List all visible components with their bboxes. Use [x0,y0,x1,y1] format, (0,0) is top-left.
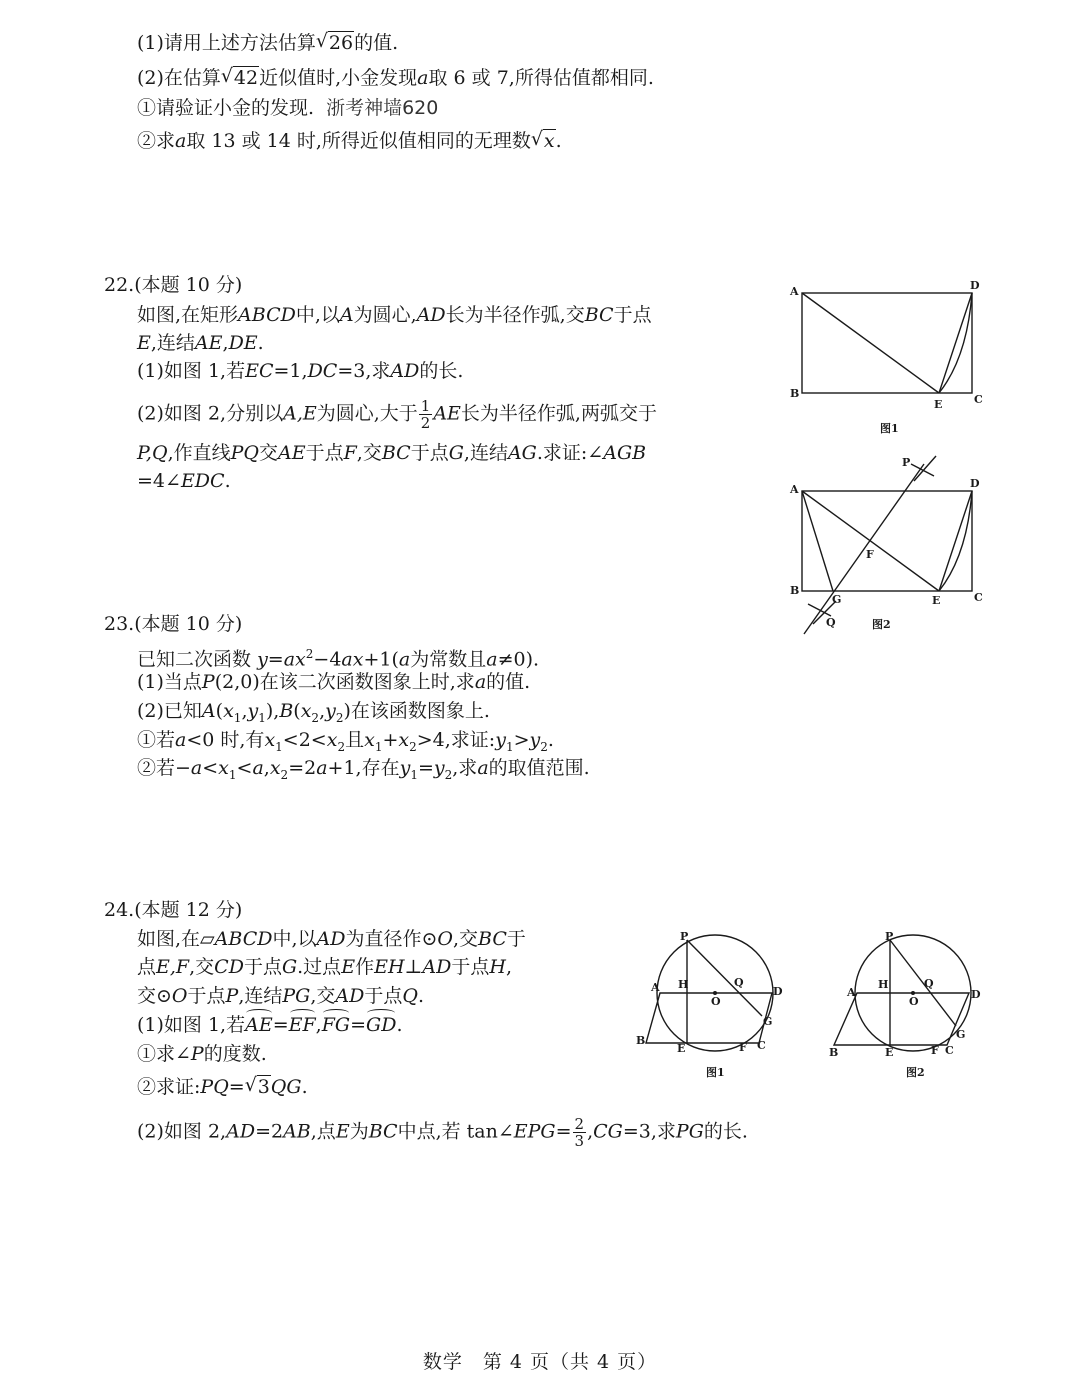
point-label-o: O [711,995,721,1008]
q23-part2: (2)已知$A(x_1,y_1),B(x_2,y_2)$在该函数图象上. [137,700,490,725]
point-label-d: D [970,279,980,292]
q22-line5: P,Q,作直线PQ交AE于点F,交BC于点G,连结AG.求证:∠AGB [137,442,647,464]
q22-part1: (1)如图 1,若EC=1,DC=3,求AD的长. [137,360,464,382]
point-label-c: C [974,591,983,604]
q24-header: 24.(本题 12 分) [104,899,243,921]
point-label-e: E [934,398,943,411]
q24-line1: 如图,在▱ABCD中,以AD为直径作⊙O,交BC于 [137,928,526,950]
point-label-p: P [680,930,689,943]
point-label-g: G [832,593,842,606]
figure2-caption: 图2 [906,1066,925,1079]
point-label-a: A [651,981,660,994]
point-label-h: H [678,978,689,991]
point-label-d: D [971,988,981,1001]
point-label-d: D [970,477,980,490]
point-label-a: A [790,285,799,298]
segment-pg [890,940,956,1026]
point-label-p: P [885,930,894,943]
fraction-two-thirds: $\frac{2}{3}$ [574,1115,585,1150]
rectangle-abcd [802,491,972,591]
point-label-e: E [677,1042,686,1055]
segment-pg [687,940,762,1016]
q24-figure1 [632,928,797,1083]
point-label-b: B [829,1046,839,1059]
point-label-d: D [773,985,783,998]
point-label-p: P [902,456,911,469]
q24-line3: 交⊙O于点P,连结PG,交AD于点Q. [137,985,424,1007]
q22-figure1 [786,278,996,438]
point-label-a: A [790,483,799,496]
fraction-half: $\frac{1}{2}$ [420,397,431,432]
q24-sub1: ①求∠P的度数. [137,1043,267,1065]
q24-sub2: ②求证:PQ=√ 3QG. [137,1074,308,1100]
point-label-f: F [866,548,874,561]
q22-line6: =4∠EDC. [137,470,231,492]
q23-sub2: ②若$-a<x_1<a,x_2=2a+1$,存在$y_1=y_2$,求a的取值范围. [137,757,590,782]
q22-line2: E,连结AE,DE. [137,332,264,354]
figure2-caption: 图2 [872,618,891,631]
point-label-a: A [847,986,856,999]
point-label-q: Q [734,976,744,989]
point-label-b: B [790,584,800,597]
point-label-g: G [956,1028,966,1041]
point-label-f: F [931,1044,939,1057]
q21-part2: (2)在估算√ 42近似值时,小金发现a取 6 或 7,所得估值都相同. [137,65,654,91]
figure1-caption: 图1 [880,422,899,435]
point-label-e: E [885,1046,894,1059]
q22-part2: (2)如图 2,分别以A,E为圆心,大于 $\frac{1}{2}$ AE长为半径作弧,两弧交于 [137,397,657,432]
point-label-c: C [974,393,983,406]
q23-line1: 已知二次函数 $y=ax^2-4ax+1(a$为常数且a≠0). [137,647,540,671]
parallelogram-abcd [646,993,772,1043]
point-label-b: B [790,387,800,400]
parallelogram-abcd [834,993,969,1045]
point-label-c: C [945,1044,954,1057]
point-label-q: Q [826,616,836,629]
page-footer: 数学 第 4 页（共 4 页） [422,1351,658,1373]
q23-sub1: ①若a<0 时,有$x_1<2<x_2$且$x_1+x_2>4$,求证$:y_1>y_2$. [137,729,554,754]
q24-line2: 点E,F,交CD于点G.过点E作EH⊥AD于点H, [137,956,513,978]
q22-header: 22.(本题 10 分) [104,274,243,296]
point-label-h: H [878,978,889,991]
q22-figure2 [786,448,996,638]
q24-figure2 [828,928,993,1083]
q22-line1: 如图,在矩形ABCD中,以A为圆心,AD长为半径作弧,交BC于点 [137,304,652,326]
segment-de [939,293,972,393]
rectangle-abcd [802,293,972,393]
watermark-text: 浙考神墙620 [326,97,439,119]
point-label-q: Q [924,977,934,990]
point-label-c: C [757,1039,766,1052]
arc-mark-p1 [914,456,936,481]
point-label-o: O [909,995,919,1008]
q23-header: 23.(本题 10 分) [104,613,243,635]
segment-ag [802,491,833,591]
point-label-b: B [636,1034,646,1047]
segment-ae [802,293,939,393]
q21-sub1: ①请验证小金的发现. 浙考神墙620 [137,97,439,119]
line-pq [804,464,924,634]
point-label-g: G [763,1015,773,1028]
q24-part2: (2)如图 2,AD=2AB,点E为BC中点,若 tan∠EPG= $\frac{2}{3}$ ,CG=3,求PG的长. [137,1115,748,1150]
q24-part1: (1)如图 1,若AE=EF,FG=GD. [137,1014,403,1036]
q21-sub2: ②求a取 13 或 14 时,所得近似值相同的无理数√ x. [137,128,562,154]
figure1-caption: 图1 [706,1066,725,1079]
point-label-e: E [932,594,941,607]
q21-part1: (1)请用上述方法估算√ 26的值. [137,30,398,56]
segment-de [939,491,972,591]
q23-part1: (1)当点P(2,0)在该二次函数图象上时,求a的值. [137,671,531,693]
point-label-f: F [739,1041,747,1054]
